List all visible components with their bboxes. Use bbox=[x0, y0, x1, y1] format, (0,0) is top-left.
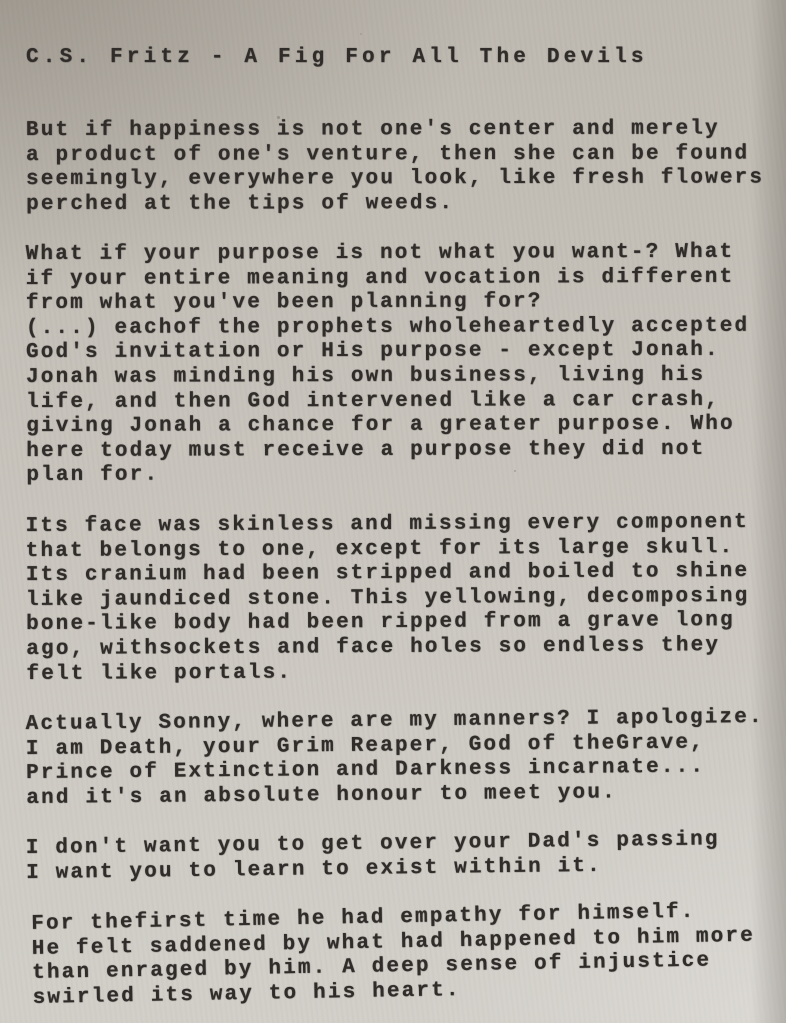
paper-speck bbox=[514, 470, 516, 472]
paragraph-dads-passing: I don't want you to get over your Dad's passing I want you to learn to exist within it. bbox=[25, 828, 720, 886]
paragraph-empathy: For thefirst time he had empathy for himself. He felt saddened by what had happened to him more than enraged by him. A deep sense of injustice swirled its way to his heart. bbox=[31, 900, 756, 1010]
page-title: C.S. Fritz - A Fig For All The Devils bbox=[26, 46, 648, 69]
paragraph-grim-reaper: Actually Sonny, where are my manners? I apologize. I am Death, your Grim Reaper, God of theGrave, Prince of Extinction and Darkness incarnate... and it's an absolute honour to meet you. bbox=[25, 705, 764, 810]
paper-speck bbox=[277, 116, 280, 119]
paragraph-happiness: But if happiness is not one's center and merely a product of one's venture, then she can be found seemingly, everywhere you look, like fresh flowers perched at the tips of weeds. bbox=[25, 117, 765, 216]
paragraph-purpose-jonah: What if your purpose is not what you want-? What if your entire meaning and vocation is different from what you've been planning for? (...) eachof the prophets wholeheartedly accepted God's invitation or His purpose - except Jonah. Jonah was minding his own business, living his life, and then God intervened like a car crash, giving Jonah a chance for a greater purpose. Who here today must receive a purpose they did not plan for. bbox=[25, 240, 750, 488]
paragraph-skinless-face: Its face was skinless and missing every component that belongs to one, except for its large skull. Its cranium had been stripped and boiled to shine like jaundiced stone. This yellowing, decomposing bone-like body had been ripped from a grave long ago, withsockets and face holes so endless they felt like portals. bbox=[25, 510, 750, 686]
paper-speck bbox=[360, 33, 362, 35]
